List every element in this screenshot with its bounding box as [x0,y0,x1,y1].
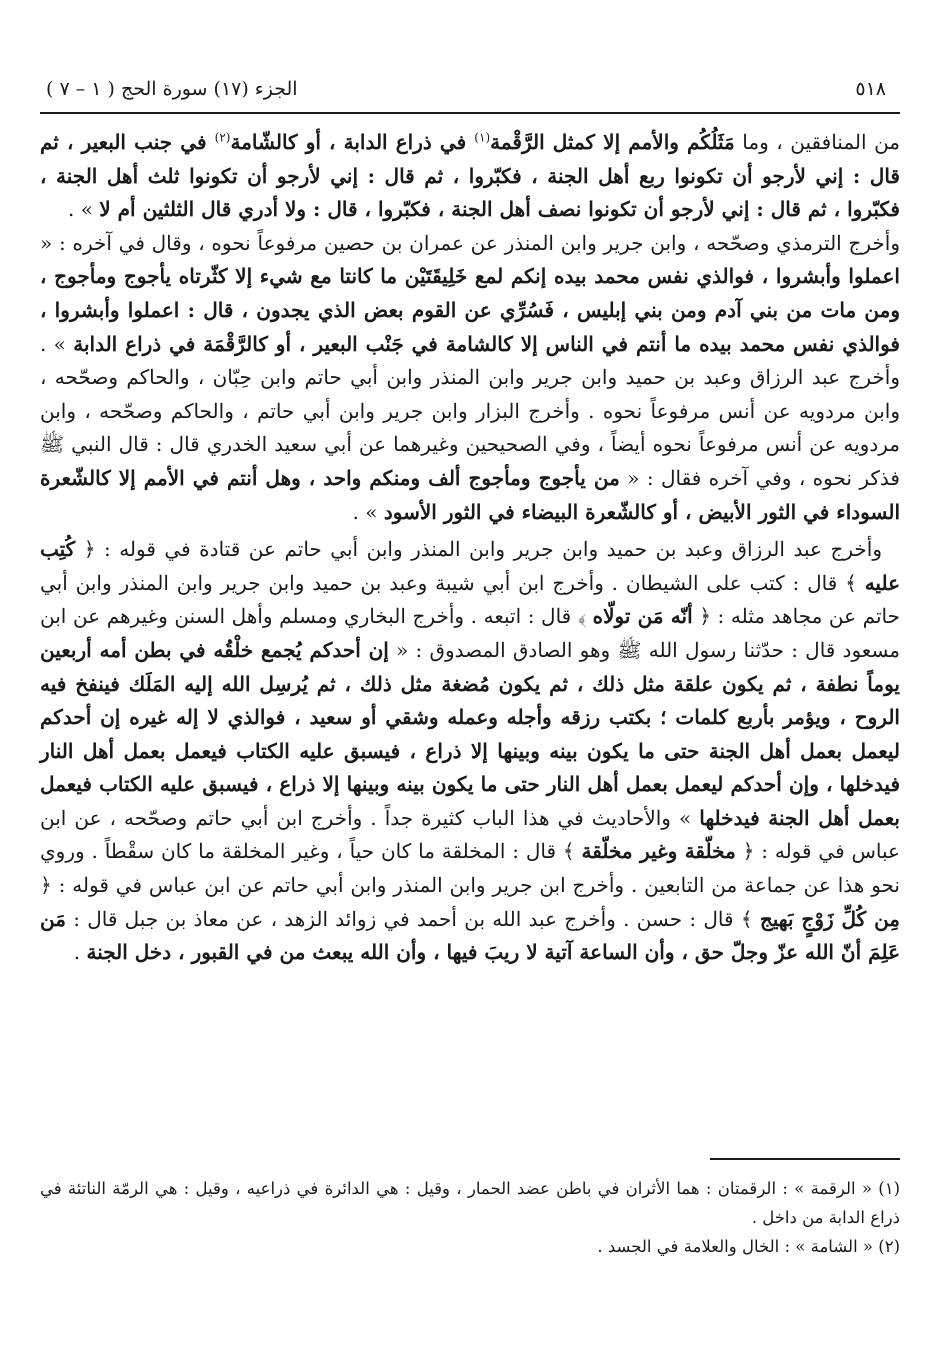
hadith-text: في ذراع الدابة ، أو كالشّامة [230,130,475,154]
footnote-ref-1[interactable]: (١) [474,130,491,145]
paragraph-1 [40,126,900,227]
page-number: ٥١٨ [855,78,886,100]
footnote-text: « الشامة » : الخال والعلامة في الجسد . [597,1237,879,1256]
footnote-text: « الرقمة » : الرقمتان : هما الأثران في باطن عضد الحمار ، وقيل : هي الدائرة في ذراعيه ، وقيل : هي الرمّة الناتئة في ذراع الدابة من داخل . [40,1179,900,1227]
footnotes [40,1158,900,1261]
main-text [40,126,900,970]
paragraph-2 [40,227,900,529]
footnote-2 [40,1232,900,1261]
text-run: ﴾ قال : اتبعه . وأخرج البخاري ومسلم وأهل السنن وغيرهم عن ابن مسعود قال : حدّثنا رسول الله ﷺ وهو الصادق المصدوق : « [40,604,900,662]
book-page [40,72,900,1322]
athar-text: مَن عَلِمَ أنّ الله عزّ وجلّ حق ، وأن الساعة آتية لا ريبَ فيها ، وأن الله يبعث من في القبور ، دخل الجنة [40,906,900,965]
footnote-marker: (٢) [878,1237,900,1256]
paragraph-3 [40,533,900,970]
quran-text: كُتِب عليه [40,537,900,595]
text-run: » . [67,197,100,222]
quran-text: مخلّقة وغير مخلّقة [581,839,736,864]
text-run: من المنافقين ، وما [734,130,901,154]
text-run: وأخرج عبد الرزاق وعبد بن حميد وابن جرير وابن المنذر وابن أبي حاتم عن قتادة في قوله : ﴿ [75,537,882,562]
text-run: وأخرج الترمذي وصحّحه ، وابن جرير وابن المنذر عن عمران بن حصين مرفوعاً نحوه ، وقال في آخره : « [40,230,900,255]
hadith-text: مَثَلُكُم والأمم إلا كمثل الرَّقْمة [490,130,735,154]
text-run: » . وأخرج عبد الرزاق وعبد بن حميد وابن جرير وابن المنذر وابن أبي حاتم وابن حِبّان ، والحاكم وصحّحه ، وابن مردويه عن أنس مرفوعاً نحوه . وأخرج البزار وابن جرير وابن أبي حاتم ، والحاكم وصحّحه ، وابن مردويه عن أنس مرفوعاً نحوه أيضاً ، وفي الصحيحين وغيرهما عن أبي سعيد الخدري قال : قال النبي ﷺ فذكر نحوه ، وفي آخره فقال : « [40,331,900,490]
running-title: الجزء (١٧) سورة الحج ( ١ – ٧ ) [46,78,298,100]
quran-text: أنّه مَن تولّاه [592,604,693,629]
hadith-text: إن أحدكم يُجمع خلْقُه في بطن أمه أربعين يوماً نطفة ، ثم يكون علقة مثل ذلك ، ثم يكون مُضغة مثل ذلك ، ثم يُرسِل الله إليه المَلَك فينفخ فيه الروح ، ويؤمر بأربع كلمات ؛ بكتب رزقه وأجله وعمله وشقي أو سعيد ، فوالذي لا إله غيره إن أحدكم ليعمل بعمل أهل الجنة حتى ما يكون بينه وبينها إلا ذراع ، فيسبق عليه الكتاب فيعمل بعمل أهل النار فيدخلها ، وإن أحدكم ليعمل بعمل أهل النار حتى ما يكون بينه وبينها إلا ذراع ، فيسبق عليه الكتاب فيعمل بعمل أهل الجنة فيدخلها [40,637,901,830]
text-run: » والأحاديث في هذا الباب كثيرة جداً . وأخرج ابن أبي حاتم وصحّحه ، عن ابن عباس في قوله : ﴿ [40,805,900,864]
footnote-1 [40,1174,900,1232]
hadith-text: اعملوا وأبشروا ، فوالذي نفس محمد بيده إنكم لمع خَلِيقَتَيْن ما كانتا مع شيء إلا كثّرتاه يأجوج ومأجوج ، ومن مات من بني آدم ومن بني إبليس ، فَسُرِّي عن القوم بعض الذي يجدون ، قال : اعملوا وأبشروا ، فوالذي نفس محمد بيده ما أنتم في الناس إلا كالشامة في جَنْب البعير ، أو كالرَّقْمَة في ذراع الدابة [40,264,900,356]
footnote-ref-2[interactable]: (٢) [214,130,231,145]
running-head [40,72,900,114]
footnote-marker: (١) [878,1179,900,1198]
quran-text: مِن كُلِّ زَوْجٍ بَهيج [759,906,901,931]
text-run: ﴾ قال : المخلقة ما كان حياً ، وغير المخلقة ما كان سقْطاً . وروي نحو هذا عن جماعة من التابعين . وأخرج ابن جرير وابن المنذر وابن أبي حاتم عن ابن عباس في قوله : ﴿ [40,839,900,898]
text-run: » . [352,499,384,524]
text-run: ﴾ قال : كتب على الشيطان . وأخرج ابن أبي شيبة وعبد بن حميد وابن جرير وابن المنذر وابن أبي حاتم عن مجاهد مثله : ﴿ [40,570,900,629]
hadith-text: من يأجوج ومأجوج ألف ومنكم واحد ، وهل أنتم في الأمم إلا كالشّعرة السوداء في الثور الأبيض ، أو كالشّعرة البيضاء في الثور الأسود [40,465,900,524]
text-run: ﴾ قال : حسن . وأخرج عبد الله بن أحمد في زوائد الزهد ، عن معاذ بن جبل قال : [65,906,760,931]
hadith-text: في جنب البعير ، ثم قال : إني لأرجو أن تكونوا ربع أهل الجنة ، فكبّروا ، ثم قال : إني لأرجو أن تكونوا ثلث أهل الجنة ، فكبّروا ، ثم قال : إني لأرجو أن تكونوا نصف أهل الجنة ، فكبّروا ، قال : ولا أدري قال الثلثين أم لا [40,130,900,222]
footnote-separator [710,1158,900,1160]
text-run: . [73,940,87,965]
